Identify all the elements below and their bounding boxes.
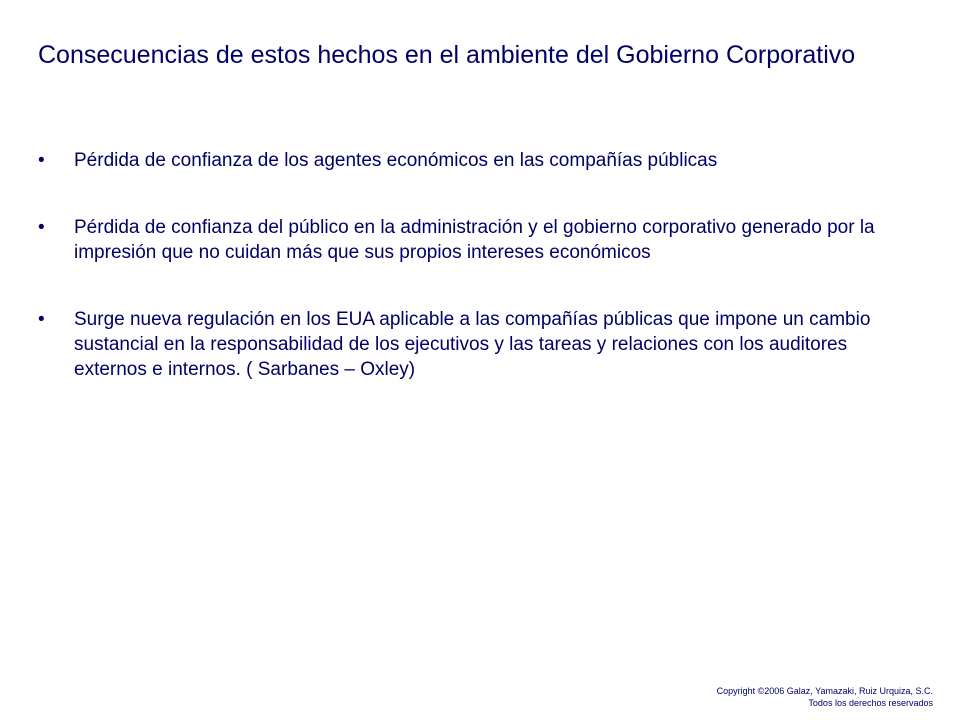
bullet-item: [38, 307, 918, 382]
bullet-text: Pérdida de confianza del público en la administración y el gobierno corporativo generado por la impresión que no cuidan más que sus propios intereses económicos: [74, 217, 875, 263]
bullet-marker: •: [38, 150, 45, 171]
bullet-item: [38, 215, 918, 265]
bullet-list: [38, 148, 918, 382]
bullet-marker: •: [38, 217, 45, 238]
bullet-text: Surge nueva regulación en los EUA aplicable a las compañías públicas que impone un cambio sustancial en la responsabilidad de los ejecutivos y las tareas y relaciones con los auditores externos e internos. ( Sarbanes – Oxley): [74, 309, 871, 380]
footer: [717, 685, 933, 709]
footer-rights: Todos los derechos reservados: [808, 698, 933, 708]
bullet-marker: •: [38, 309, 45, 330]
slide-title: Consecuencias de estos hechos en el ambiente del Gobierno Corporativo: [38, 41, 856, 69]
bullet-item: [38, 148, 918, 173]
bullet-text: Pérdida de confianza de los agentes económicos en las compañías públicas: [74, 150, 718, 171]
footer-copyright: Copyright ©2006 Galaz, Yamazaki, Ruiz Urquiza, S.C.: [716, 686, 933, 696]
